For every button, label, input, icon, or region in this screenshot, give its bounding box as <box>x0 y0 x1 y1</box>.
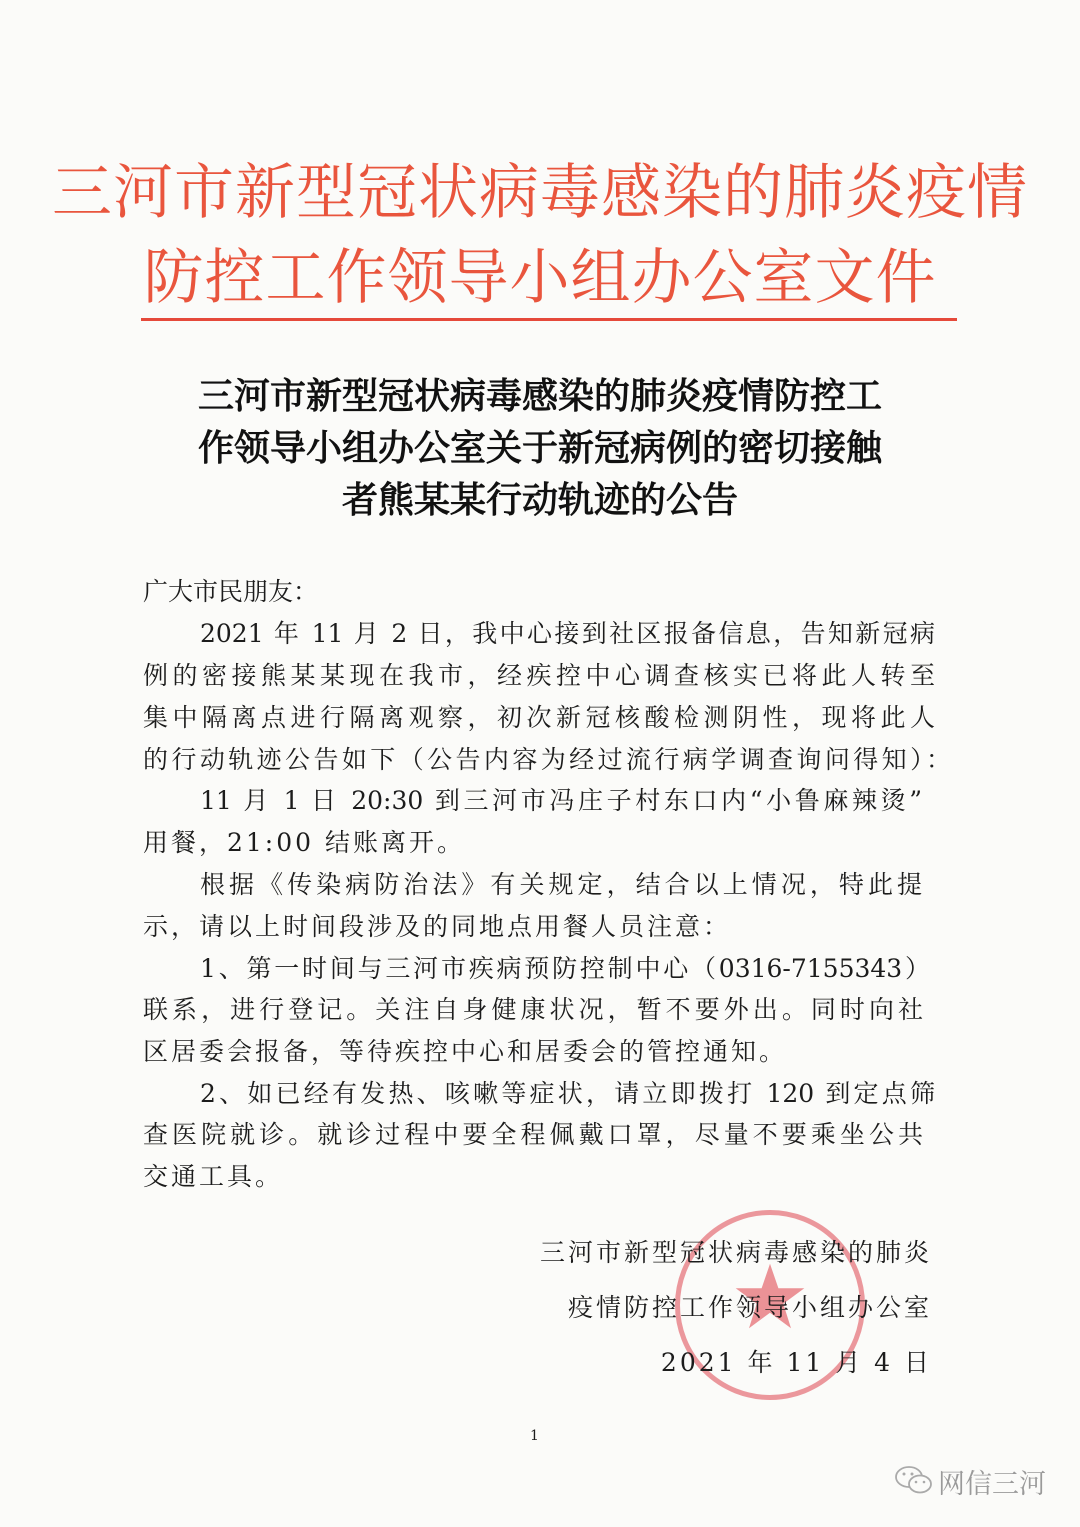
body-line: 集中隔离点进行隔离观察，初次新冠核酸检测阴性，现将此人 <box>143 703 935 732</box>
page-number: 1 <box>530 1428 539 1444</box>
body-line: 根据《传染病防治法》有关规定，结合以上情况，特此提 <box>200 870 922 899</box>
body-line: 2、如已经有发热、咳嗽等症状，请立即拨打 120 到定点筛 <box>200 1079 935 1108</box>
body-line: 的行动轨迹公告如下（公告内容为经过流行病学调查询问得知）： <box>143 745 951 774</box>
body-line: 例的密接熊某某现在我市，经疾控中心调查核实已将此人转至 <box>143 661 935 690</box>
body-line: 11 月 1 日 20:30 到三河市冯庄子村东口内“小鲁麻辣烫” <box>200 786 922 815</box>
header-title-line-2: 防控工作领导小组办公室文件 <box>143 243 937 313</box>
wechat-icon <box>893 1464 935 1496</box>
body-line: 联系，进行登记。关注自身健康状况，暂不要外出。同时向社 <box>143 995 923 1024</box>
body-line: 区居委会报备，等待疾控中心和居委会的管控通知。 <box>143 1037 788 1066</box>
signature-line-2: 疫情防控工作领导小组办公室 <box>567 1293 932 1322</box>
salutation: 广大市民朋友： <box>143 577 319 606</box>
watermark-text: 网信三河 <box>938 1469 1046 1500</box>
notice-title-line-2: 作领导小组办公室关于新冠病例的密切接触 <box>197 428 882 469</box>
notice-title-line-1: 三河市新型冠状病毒感染的肺炎疫情防控工 <box>197 376 882 417</box>
signature-date: 2021 年 11 月 4 日 <box>660 1348 932 1377</box>
body-line: 用餐，21:00 结账离开。 <box>143 828 465 857</box>
body-line: 1、第一时间与三河市疾病预防控制中心（0316-7155343） <box>200 954 930 983</box>
signature-line-1: 三河市新型冠状病毒感染的肺炎 <box>539 1238 932 1267</box>
body-line: 交通工具。 <box>143 1162 284 1191</box>
notice-title-line-3: 者熊某某行动轨迹的公告 <box>341 480 738 521</box>
body-line: 2021 年 11 月 2 日，我中心接到社区报备信息，告知新冠病 <box>200 619 935 648</box>
body-line: 查医院就诊。就诊过程中要全程佩戴口罩，尽量不要乘坐公共 <box>143 1120 923 1149</box>
watermark <box>938 1462 1046 1501</box>
body-line: 示，请以上时间段涉及的同地点用餐人员注意： <box>143 912 732 941</box>
header-divider <box>141 318 957 321</box>
header-title-line-1: 三河市新型冠状病毒感染的肺炎疫情 <box>52 158 1028 228</box>
